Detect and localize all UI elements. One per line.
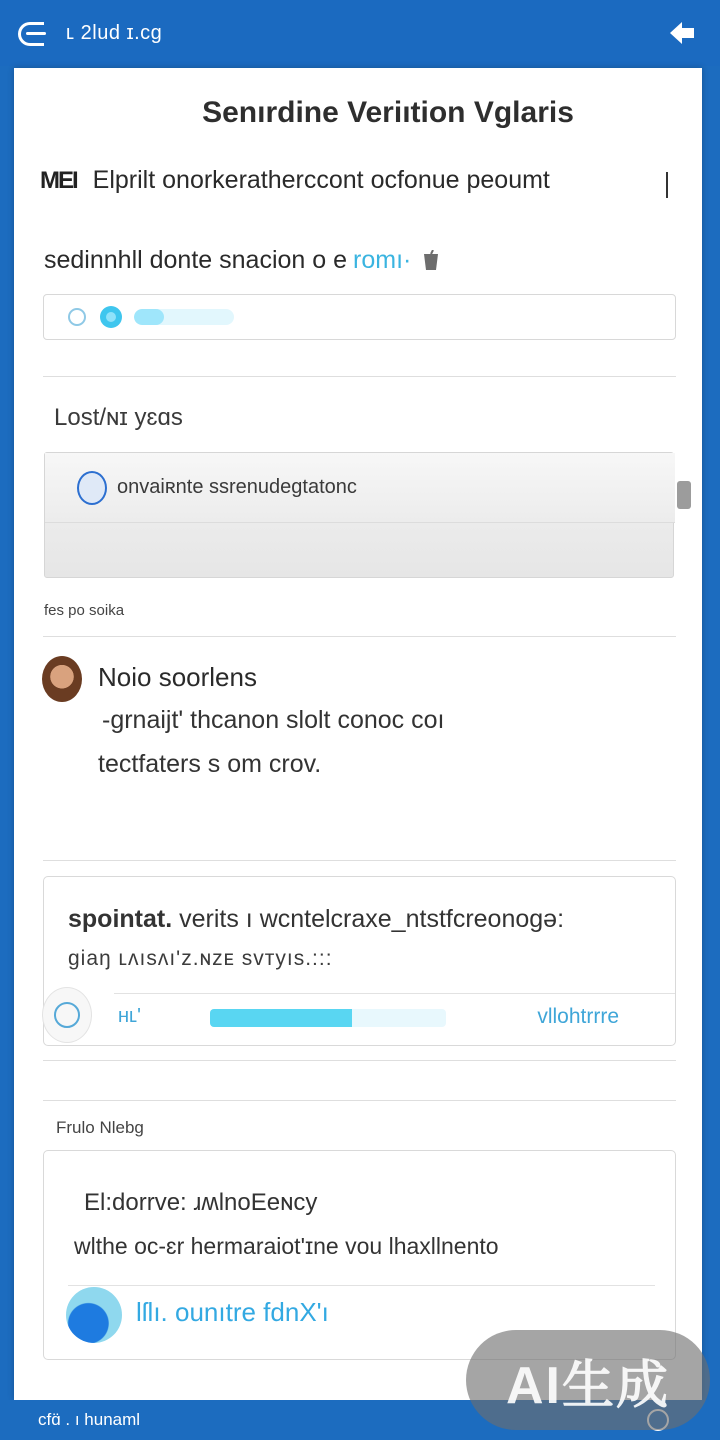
description-row [44,246,441,275]
message-title: El:dorrve: ɹʍlnoEeɴcy [84,1189,318,1216]
info-card-status[interactable]: vllohtrrre [537,1005,619,1028]
intro-text: Elprilt onorkeratherccont ocfonue peoumt [92,166,550,194]
arrow-icon[interactable] [668,20,696,46]
section-label-small: fes po soika [44,602,125,619]
avatar[interactable] [66,1287,122,1343]
cup-icon [421,250,441,272]
panel-field[interactable] [45,453,675,523]
logo: MEI [40,166,77,194]
divider [43,1060,676,1061]
info-card-code: ʜʟ' [118,1005,141,1027]
status-dot-icon [100,306,122,328]
comment-text-line: tectfaters s om crov. [98,750,322,778]
panel-field-text: onvaiʀnte ssrenudeɡtatonc [117,476,357,498]
description-link[interactable]: romı· [353,246,412,274]
app-bar-title: ʟ 2lud ɪ.cg [66,21,163,44]
progress-bar [210,1009,446,1027]
app-bar [0,0,720,66]
edit-icon [54,1002,80,1028]
divider [68,1285,655,1286]
message-card[interactable] [43,1150,676,1360]
divider [43,860,676,861]
info-card[interactable] [43,876,676,1046]
input-panel[interactable] [44,452,674,578]
radio-icon[interactable] [68,308,86,326]
info-card-title-rest: verits ı wcntelcraxe_ntstfcreonogə: [179,905,565,933]
bottom-bar-text: ᴄfɑ̈ . ı hunaml [38,1410,141,1429]
comment-text-line: -grnaijt' thcanon slolt conoc coı [102,706,445,734]
section-label-medium: Frulo Nlebg [56,1118,144,1137]
info-card-title-bold: spointat. [68,905,173,933]
message-body: wlthe oc-ɛr hermaraiot'ɪne vou lhaxllnento [74,1233,499,1259]
info-badge[interactable] [42,987,92,1043]
section-label: Lost/ɴɪ yɛɑs [54,404,183,431]
search-progress [134,309,234,325]
main-card [14,68,702,1400]
watermark [466,1330,710,1430]
info-card-title [68,905,564,934]
menu-icon[interactable] [18,20,48,46]
progress-bar-fill [210,1009,352,1027]
divider [43,1100,676,1101]
avatar[interactable] [42,656,82,702]
description-text: sedinnhll donte snacion o e [44,246,348,274]
message-link[interactable]: lſlı. ounıtre fdnX'ı [136,1297,329,1327]
divider [43,376,676,377]
microphone-icon[interactable] [77,471,107,505]
divider [43,636,676,637]
page-title: Senırdine Veriıtion Vglaris [202,96,574,129]
text-caret [666,172,668,198]
divider [114,993,675,994]
watermark-text: AI生成 [505,1356,670,1415]
intro-row [40,166,680,195]
comment-author: Noio soorlens [98,662,257,692]
search-input[interactable] [43,294,676,340]
info-card-subtitle: giaŋ ʟʌısʌı'z.ɴzᴇ svтyıs.::: [68,947,333,970]
search-progress-fill [134,309,164,325]
scroll-handle[interactable] [677,481,691,509]
